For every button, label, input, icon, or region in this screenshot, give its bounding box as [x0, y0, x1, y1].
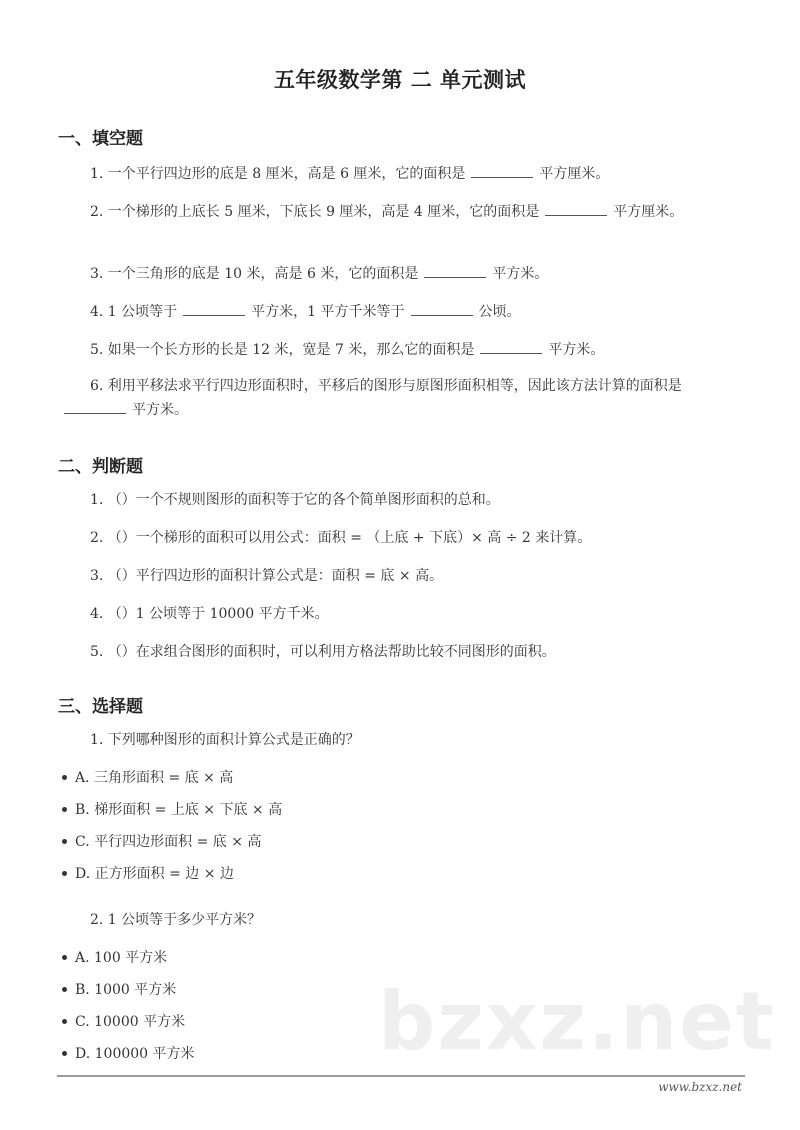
question-text: 4. 1 公顷等于	[90, 304, 178, 320]
judge-question-1: 1. （）一个不规则图形的面积等于它的各个简单图形面积的总和。	[90, 492, 500, 508]
question-text: 平方厘米。	[613, 204, 684, 220]
option-text: A. 100 平方米	[75, 950, 168, 966]
fill-question-4	[58, 300, 748, 324]
bullet-icon	[62, 1019, 67, 1024]
judge-question-5: 5. （）在求组合图形的面积时，可以利用方格法帮助比较不同图形的面积。	[90, 644, 556, 660]
choice-option[interactable]	[62, 800, 282, 820]
fill-question-5	[58, 338, 748, 362]
question-text: 平方厘米。	[539, 166, 610, 182]
answer-blank[interactable]	[545, 201, 607, 216]
choice-option[interactable]	[62, 948, 167, 968]
option-text: D. 正方形面积 = 边 × 边	[75, 866, 234, 882]
judge-question-2: 2. （）一个梯形的面积可以用公式：面积 = （上底 + 下底）× 高 ÷ 2 来计算。	[90, 530, 592, 546]
bullet-icon	[62, 871, 67, 876]
choice-option[interactable]	[62, 1044, 195, 1064]
question-text: 6. 利用平移法求平行四边形面积时，平移后的图形与原图形面积相等，因此该方法计算的面积是	[90, 378, 682, 394]
choice-question-1: 1. 下列哪种图形的面积计算公式是正确的？	[90, 732, 360, 748]
question-text: 3. 一个三角形的底是 10 米，高是 6 米，它的面积是	[90, 266, 419, 282]
option-text: C. 10000 平方米	[75, 1014, 186, 1030]
choice-option[interactable]	[62, 980, 176, 1000]
choice-option[interactable]	[62, 864, 234, 884]
question-text: 1. 一个平行四边形的底是 8 厘米，高是 6 厘米，它的面积是	[90, 166, 466, 182]
answer-blank[interactable]	[411, 301, 473, 316]
choice-option[interactable]	[62, 768, 233, 788]
fill-question-3	[58, 262, 748, 286]
question-text: 平方米。	[132, 402, 188, 418]
watermark: bzxz.net	[378, 975, 776, 1068]
choice-question-2: 2. 1 公顷等于多少平方米？	[90, 912, 262, 928]
choice-option[interactable]	[62, 832, 261, 852]
bullet-icon	[62, 775, 67, 780]
question-text: 公顷。	[478, 304, 521, 320]
section-heading-choice: 三、选择题	[58, 697, 143, 717]
option-text: B. 1000 平方米	[75, 982, 177, 998]
bullet-icon	[62, 1051, 67, 1056]
question-text: 平方米，1 平方千米等于	[251, 304, 405, 320]
question-text: 2. 一个梯形的上底长 5 厘米，下底长 9 厘米，高是 4 厘米，它的面积是	[90, 204, 540, 220]
judge-question-3: 3. （）平行四边形的面积计算公式是：面积 = 底 × 高。	[90, 568, 444, 584]
answer-blank[interactable]	[183, 301, 245, 316]
answer-blank[interactable]	[480, 339, 542, 354]
answer-blank[interactable]	[424, 263, 486, 278]
fill-question-1	[58, 162, 748, 186]
answer-blank[interactable]	[64, 399, 126, 414]
question-text: 平方米。	[548, 342, 605, 358]
section-heading-fill: 一、填空题	[58, 129, 143, 149]
section-heading-judge: 二、判断题	[58, 457, 143, 477]
bullet-icon	[62, 955, 67, 960]
option-text: A. 三角形面积 = 底 × 高	[75, 770, 234, 786]
bullet-icon	[62, 987, 67, 992]
bullet-icon	[62, 839, 67, 844]
question-text: 平方米。	[492, 266, 549, 282]
answer-blank[interactable]	[471, 163, 533, 178]
document-title: 五年级数学第 二 单元测试	[273, 68, 527, 92]
footer-divider	[57, 1075, 745, 1077]
footer-url: www.bzxz.net	[658, 1080, 742, 1094]
fill-question-2	[58, 200, 748, 224]
bullet-icon	[62, 807, 67, 812]
fill-question-6	[58, 374, 748, 422]
option-text: C. 平行四边形面积 = 底 × 高	[75, 834, 262, 850]
option-text: B. 梯形面积 = 上底 × 下底 × 高	[75, 802, 283, 818]
choice-option[interactable]	[62, 1012, 185, 1032]
judge-question-4: 4. （）1 公顷等于 10000 平方千米。	[90, 606, 329, 622]
option-text: D. 100000 平方米	[75, 1046, 195, 1062]
question-text: 5. 如果一个长方形的长是 12 米，宽是 7 米，那么它的面积是	[90, 342, 475, 358]
